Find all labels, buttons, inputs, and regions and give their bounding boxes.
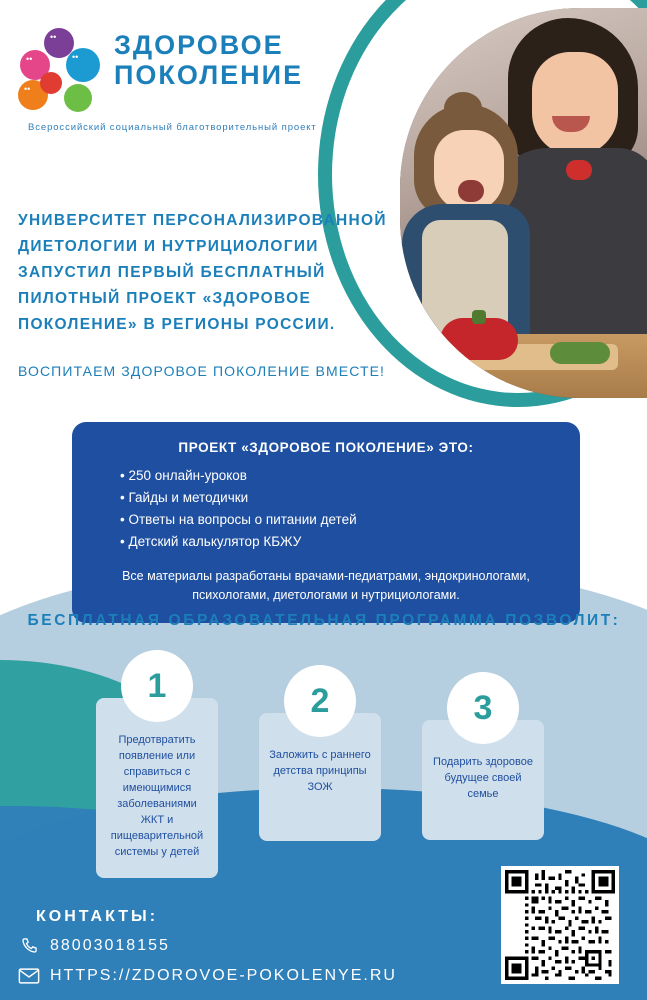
- step-number-badge: 2: [284, 665, 356, 737]
- photo-tomato-piece: [566, 160, 592, 180]
- logo-mark-icon: [18, 28, 102, 112]
- logo-wordmark: [114, 30, 328, 90]
- step-number-badge: 1: [121, 650, 193, 722]
- logo-line-1: ЗДОРОВОЕ: [114, 30, 284, 60]
- contact-website[interactable]: [16, 964, 397, 988]
- hero-photo-image: [400, 8, 647, 398]
- logo-dot-face: ••: [26, 54, 33, 64]
- headline-sub: ВОСПИТАЕМ ЗДОРОВОЕ ПОКОЛЕНИЕ ВМЕСТЕ!: [18, 363, 386, 379]
- project-card-list: [120, 465, 558, 553]
- step-text: Подарить здоровое будущее своей семье: [422, 720, 544, 840]
- phone-number: 88003018155: [50, 937, 170, 954]
- program-step-3: [422, 672, 544, 840]
- logo-dot-face: ••: [24, 84, 31, 94]
- program-step-1: [96, 650, 218, 878]
- logo-subtitle: Всероссийский социальный благотворительный проект: [28, 122, 317, 133]
- photo-red-pepper: [440, 318, 518, 360]
- headline-main: УНИВЕРСИТЕТ ПЕРСОНАЛИЗИРОВАННОЙ ДИЕТОЛОГИИ И НУТРИЦИОЛОГИИ ЗАПУСТИЛ ПЕРВЫЙ БЕСПЛАТНЫЙ ПИЛОТНЫЙ ПРОЕКТ «ЗДОРОВОЕ ПОКОЛЕНИЕ» В РЕГИОНЫ РОССИИ.: [18, 212, 387, 333]
- step-number-badge: 3: [447, 672, 519, 744]
- qr-code-image: [505, 870, 615, 980]
- logo: [18, 26, 328, 138]
- list-item: • Ответы на вопросы о питании детей: [120, 509, 558, 531]
- logo-dot-red: [40, 72, 62, 94]
- program-title: БЕСПЛАТНАЯ ОБРАЗОВАТЕЛЬНАЯ ПРОГРАММА ПОЗВОЛИТ:: [27, 612, 621, 629]
- logo-dot-blue: [66, 48, 100, 82]
- program-steps: [96, 650, 566, 870]
- logo-dot-green: [64, 84, 92, 112]
- project-card: [72, 422, 580, 623]
- step-text: Предотвратить появление или справиться с имеющимися заболеваниями ЖКТ и пищеварительной системы у детей: [96, 698, 218, 878]
- photo-pepper-stem: [472, 310, 486, 324]
- headline: [18, 208, 388, 384]
- contacts-label: КОНТАКТЫ:: [36, 908, 159, 925]
- hero-photo: [400, 8, 647, 398]
- website-url: HTTPS://ZDOROVOE-POKOLENYE.RU: [50, 967, 397, 984]
- logo-line-2: ПОКОЛЕНИЕ: [114, 60, 304, 90]
- list-item: • Детский калькулятор КБЖУ: [120, 531, 558, 553]
- photo-girl-bun: [444, 92, 482, 124]
- mail-icon: [16, 964, 42, 988]
- photo-woman-face: [532, 52, 618, 156]
- logo-dot-face: ••: [72, 52, 79, 62]
- logo-dot-face: ••: [50, 32, 57, 42]
- photo-girl-mouth: [458, 180, 484, 202]
- photo-greens: [550, 342, 610, 364]
- project-card-title: ПРОЕКТ «ЗДОРОВОЕ ПОКОЛЕНИЕ» ЭТО:: [178, 440, 474, 455]
- contact-phone[interactable]: [16, 934, 170, 958]
- qr-code[interactable]: [501, 866, 619, 984]
- phone-icon: [16, 934, 42, 958]
- step-text: Заложить с раннего детства принципы ЗОЖ: [259, 713, 381, 841]
- list-item: • 250 онлайн-уроков: [120, 465, 558, 487]
- list-item: • Гайды и методички: [120, 487, 558, 509]
- project-card-note: Все материалы разработаны врачами-педиатрами, эндокринологами, психологами, диетологами и нутрициологами.: [122, 569, 530, 602]
- program-step-2: [259, 665, 381, 841]
